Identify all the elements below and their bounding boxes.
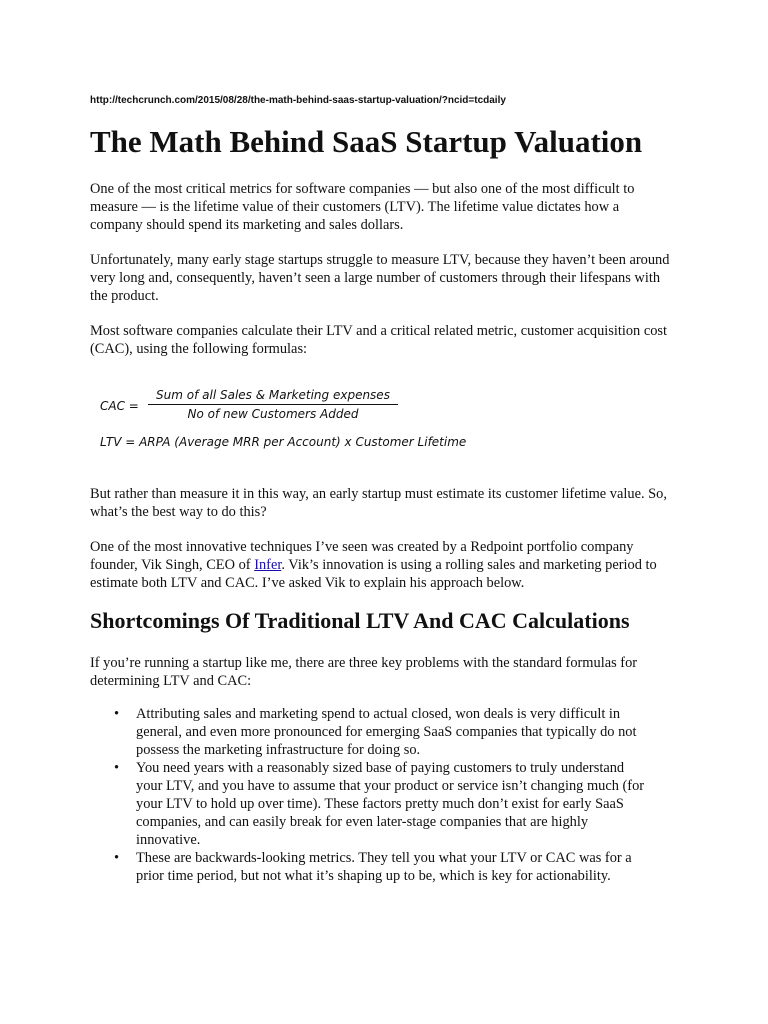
innovation-paragraph [90, 538, 675, 592]
list-item [90, 759, 650, 849]
bullet-marker: • [114, 706, 120, 722]
list-item [90, 705, 650, 759]
list-item [90, 849, 650, 885]
problems-list [90, 705, 650, 885]
bullet-marker: • [114, 850, 120, 866]
cac-denominator: No of new Customers Added [187, 407, 359, 421]
list-item-text: Attributing sales and marketing spend to actual closed, won deals is very difficult in general, and even more pronounced for emerging SaaS companies that typically do not possess the marketing infrastructure for doing so. [136, 706, 637, 758]
article-title: The Math Behind SaaS Startup Valuation [90, 124, 643, 159]
bullet-marker: • [114, 760, 120, 776]
cac-numerator: Sum of all Sales & Marketing expenses [156, 388, 390, 402]
list-item-text: You need years with a reasonably sized base of paying customers to truly understand your LTV, and you have to assume that your product or service isn’t changing much (for your LTV to hold up over time). These factors pretty much don’t exist for early SaaS companies, and can easily break for even later-stage companies that are highly innovative. [136, 760, 645, 848]
ltv-struggle-paragraph: Unfortunately, many early stage startups struggle to measure LTV, because they haven’t been around very long and, consequently, haven’t seen a large number of customers through their lifespans with the product. [90, 252, 670, 304]
formula-image [100, 385, 520, 455]
source-url[interactable]: http://techcrunch.com/2015/08/28/the-math-behind-saas-startup-valuation/?ncid=tcdaily [90, 95, 506, 106]
infer-link[interactable]: Infer [254, 557, 282, 573]
innovation-text-after: . Vik’s innovation is using a rolling sales and marketing period to estimate both LTV and CAC. I’ve asked Vik to explain his approach below. [90, 557, 657, 591]
ltv-formula: LTV = ARPA (Average MRR per Account) x Customer Lifetime [100, 435, 467, 449]
cac-fraction [148, 388, 398, 421]
problems-intro-paragraph: If you’re running a startup like me, there are three key problems with the standard formulas for determining LTV and CAC: [90, 655, 638, 689]
estimate-paragraph: But rather than measure it in this way, an early startup must estimate its customer lifetime value. So, what’s the best way to do this? [90, 486, 667, 520]
list-item-text: These are backwards-looking metrics. They tell you what your LTV or CAC was for a prior time period, but not what it’s shaping up to be, which is key for actionability. [136, 850, 632, 884]
section-heading: Shortcomings Of Traditional LTV And CAC Calculations [90, 608, 630, 633]
cac-label: CAC = [100, 399, 139, 413]
intro-paragraph: One of the most critical metrics for software companies — but also one of the most difficult to measure — is the lifetime value of their customers (LTV). The lifetime value dictates how a company should spend its marketing and sales dollars. [90, 181, 635, 233]
innovation-text-before: One of the most innovative techniques I’ve seen was created by a Redpoint portfolio company founder, Vik Singh, CEO of [90, 539, 634, 573]
formulas-intro-paragraph: Most software companies calculate their LTV and a critical related metric, customer acquisition cost (CAC), using the following formulas: [90, 323, 668, 357]
